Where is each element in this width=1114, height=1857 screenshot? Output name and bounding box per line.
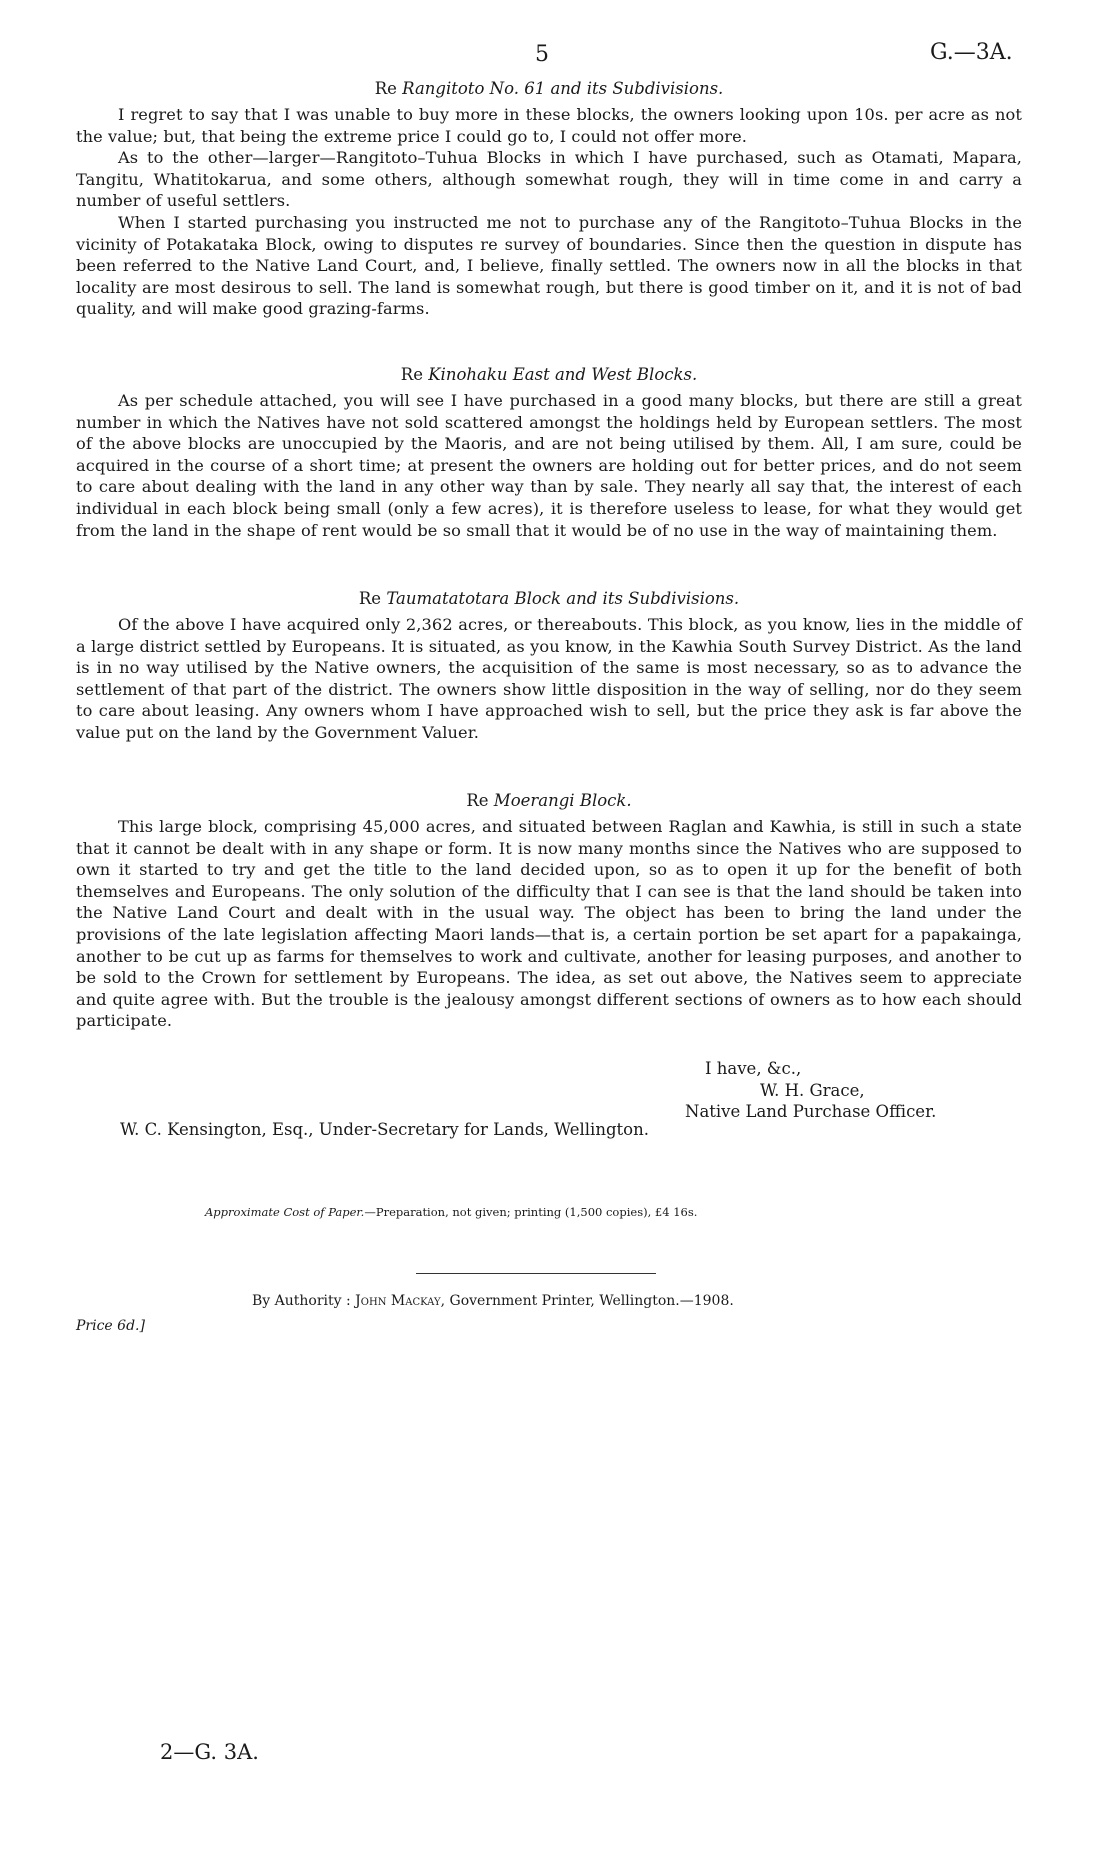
paragraph: When I started purchasing you instructed me not to purchase any of the Rangitoto–Tuhua Blocks in the vicinity of Potakataka Block, owing to disputes re survey of boundaries. Since then the question in dispute has been referred to the Native Land Court, and, I believe, finally settled. The owners now in all the blocks in that locality are most desirous to sell. The land is somewhat rough, but there is good timber on it, and it is not of bad quality, and will make good grazing-farms. [76,212,1022,319]
page-number: 5 [535,42,549,67]
sheet-signature-mark: 2—G. 3A. [160,1740,259,1764]
printer-imprint: By Authority : John Mackay, Government Printer, Wellington.—1908. [252,1293,734,1309]
section-moerangi [76,790,1022,1032]
section-kinohaku [76,364,1022,541]
document-code: G.—3A. [930,40,1013,65]
divider-rule [416,1273,656,1274]
paragraph: I regret to say that I was unable to buy more in these blocks, the owners looking upon 10s. per acre as not the value; but, that being the extreme price I could go to, I could not offer more. [76,105,1022,146]
paragraph: As per schedule attached, you will see I have purchased in a good many blocks, but there are still a great number in which the Natives have not sold scattered amongst the holdings held by European settlers. The most of the above blocks are unoccupied by the Maoris, and are not being utilised by them. All, I am sure, could be acquired in the course of a short time; at present the owners are holding out for better prices, and do not seem to care about dealing with the land in any other way than by sale. They nearly all say that, the interest of each individual in each block being small (only a few acres), it is therefore useless to lease, for what they would get from the land in the shape of rent would be so small that it would be of no use in the way of maintaining them. [76,391,1022,540]
signatory: W. H. Grace, [760,1080,865,1100]
cost-note: Approximate Cost of Paper.—Preparation, not given; printing (1,500 copies), £4 16s. [205,1205,698,1219]
section-rangitoto [76,78,1022,320]
salutation: I have, &c., [705,1059,802,1078]
paragraph: This large block, comprising 45,000 acres, and situated between Raglan and Kawhia, is still in such a state that it cannot be dealt with in any shape or form. It is now many months since the Natives who are supposed to own it started to try and get the title to the land decided upon, so as to open it up for the benefit of both themselves and Europeans. The only solution of the difficulty that I can see is that the land should be taken into the Native Land Court and dealt with in the usual way. The object has been to bring the land under the provisions of the late legislation affecting Maori lands—that is, a certain portion be set apart for a papakainga, another to be cut up as farms for themselves to work and cultivate, another for leasing purposes, and another to be sold to the Crown for settlement by Europeans. The idea, as set out above, the Natives seem to appreciate and quite agree with. But the trouble is the jealousy amongst different sections of owners as to how each should participate. [76,817,1022,1031]
paragraph: As to the other—larger—Rangitoto–Tuhua Blocks in which I have purchased, such as Otamati, Mapara, Tangitu, Whatitokarua, and some others, although somewhat rough, they will in time come in and carry a number of useful settlers. [76,148,1022,211]
section-heading: Re Kinohaku East and West Blocks. [400,365,698,384]
section-heading: Re Rangitoto No. 61 and its Subdivisions. [374,79,724,98]
closing-block [560,1058,936,1123]
section-taumatatotara [76,588,1022,744]
paragraph: Of the above I have acquired only 2,362 acres, or thereabouts. This block, as you know, lies in the middle of a large district settled by Europeans. It is situated, as you know, in the Kawhia South Survey District. As the land is in no way utilised by the Native owners, the acquisition of the same is most necessary, so as to advance the settlement of that part of the district. The owners show little disposition in the way of selling, nor do they seem to care about leasing. Any owners whom I have approached wish to sell, but the price they ask is far above the value put on the land by the Government Valuer. [76,615,1022,742]
price-note: Price 6d.] [76,1318,145,1334]
signatory-title: Native Land Purchase Officer. [685,1102,937,1122]
addressee: W. C. Kensington, Esq., Under-Secretary for Lands, Wellington. [120,1120,649,1139]
section-heading: Re Taumatatotara Block and its Subdivisions. [358,589,740,608]
section-heading: Re Moerangi Block. [466,791,632,810]
